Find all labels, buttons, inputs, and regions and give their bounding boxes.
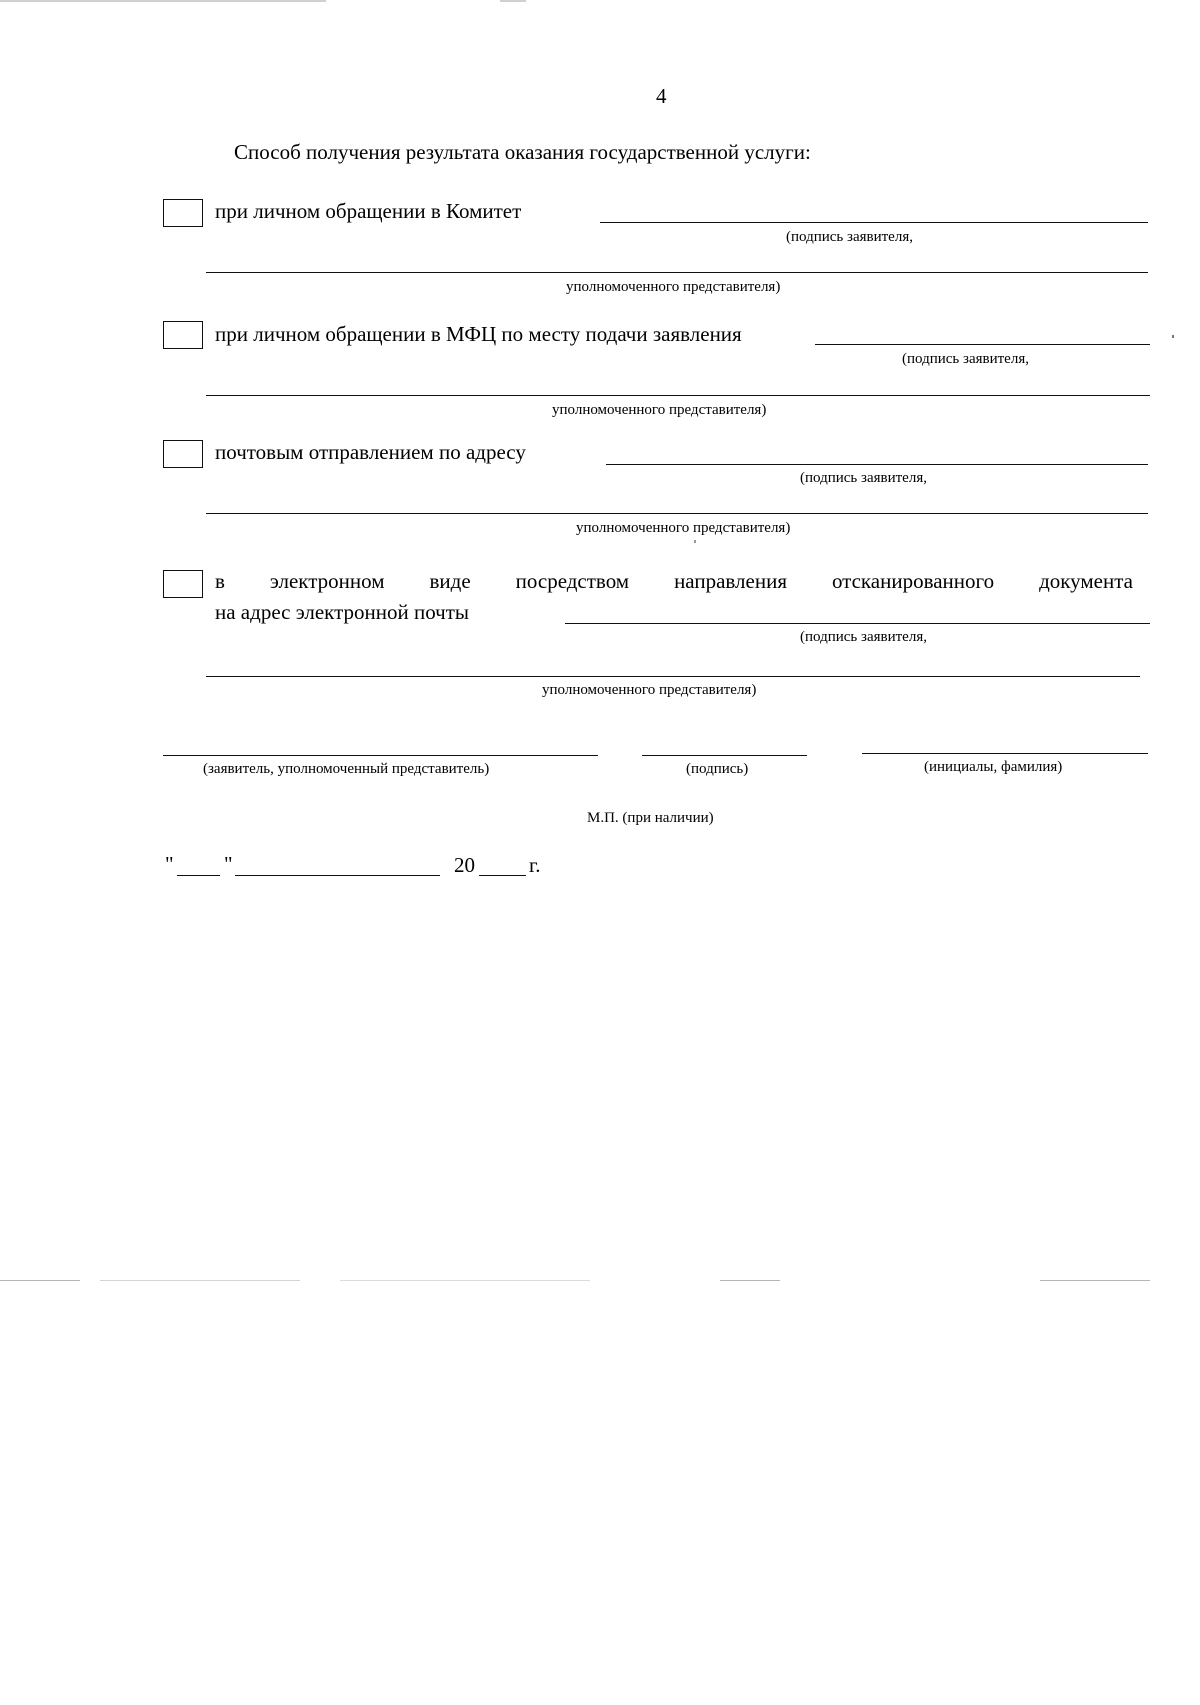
option-email-signature-caption: (подпись заявителя, — [800, 629, 927, 645]
option-mfc-label: при личном обращении в МФЦ по месту подачи заявления — [215, 322, 742, 346]
scan-mark — [1172, 335, 1174, 338]
option-email-label-line2: на адрес электронной почты — [215, 600, 470, 624]
option-email-word: отсканированного — [831, 569, 995, 593]
page-number: 4 — [656, 84, 667, 108]
option-email-word: документа — [1039, 569, 1133, 593]
option-committee-checkbox[interactable] — [163, 199, 203, 227]
date-month-line[interactable] — [235, 875, 440, 876]
option-email-representative-caption: уполномоченного представителя) — [542, 682, 757, 698]
option-email-word: посредством — [515, 569, 630, 593]
applicant-caption: (заявитель, уполномоченный представитель) — [203, 761, 490, 777]
scan-mark — [500, 0, 526, 2]
option-mail-checkbox[interactable] — [163, 440, 203, 468]
scan-mark — [0, 0, 326, 2]
option-committee-signature-caption: (подпись заявителя, — [786, 229, 913, 245]
scan-mark — [340, 1280, 590, 1281]
option-email-word: электронном — [269, 569, 385, 593]
option-mfc-signature-caption: (подпись заявителя, — [902, 351, 1029, 367]
scan-mark — [720, 1280, 780, 1281]
date-year-line[interactable] — [479, 875, 526, 876]
option-mfc-representative-line[interactable] — [206, 395, 1150, 396]
option-committee-representative-caption: уполномоченного представителя) — [566, 279, 781, 295]
option-mfc-checkbox[interactable] — [163, 321, 203, 349]
scan-mark — [694, 540, 696, 543]
option-mail-signature-line[interactable] — [606, 464, 1148, 465]
signature-line[interactable] — [642, 755, 807, 756]
scan-mark — [100, 1280, 300, 1281]
date-year-suffix: г. — [529, 853, 541, 877]
option-email-label-line1 — [215, 569, 1133, 594]
option-email-representative-line[interactable] — [206, 676, 1140, 677]
name-line[interactable] — [862, 753, 1148, 754]
option-mfc-signature-line[interactable] — [815, 344, 1150, 345]
applicant-line[interactable] — [163, 755, 598, 756]
stamp-label: М.П. (при наличии) — [587, 810, 714, 826]
scan-mark — [1040, 1280, 1150, 1281]
option-mail-signature-caption: (подпись заявителя, — [800, 470, 927, 486]
option-email-word: направления — [674, 569, 787, 593]
option-email-signature-line[interactable] — [565, 623, 1150, 624]
option-email-word: виде — [429, 569, 471, 593]
name-caption: (инициалы, фамилия) — [924, 759, 1063, 775]
option-email-checkbox[interactable] — [163, 570, 203, 598]
option-mail-label: почтовым отправлением по адресу — [215, 440, 526, 464]
option-committee-label: при личном обращении в Комитет — [215, 199, 522, 223]
option-mail-representative-line[interactable] — [206, 513, 1148, 514]
section-title: Способ получения результата оказания государственной услуги: — [234, 140, 811, 164]
signature-caption: (подпись) — [686, 761, 749, 777]
date-day-line[interactable] — [177, 875, 220, 876]
option-email-word: в — [215, 569, 225, 593]
option-committee-representative-line[interactable] — [206, 272, 1148, 273]
option-mfc-representative-caption: уполномоченного представителя) — [552, 402, 767, 418]
option-committee-signature-line[interactable] — [600, 222, 1148, 223]
scan-mark — [0, 1280, 80, 1281]
date-year-prefix: 20 — [454, 853, 475, 877]
date-close-quote: " — [224, 852, 233, 876]
date-open-quote: " — [165, 852, 174, 876]
option-mail-representative-caption: уполномоченного представителя) — [576, 520, 791, 536]
